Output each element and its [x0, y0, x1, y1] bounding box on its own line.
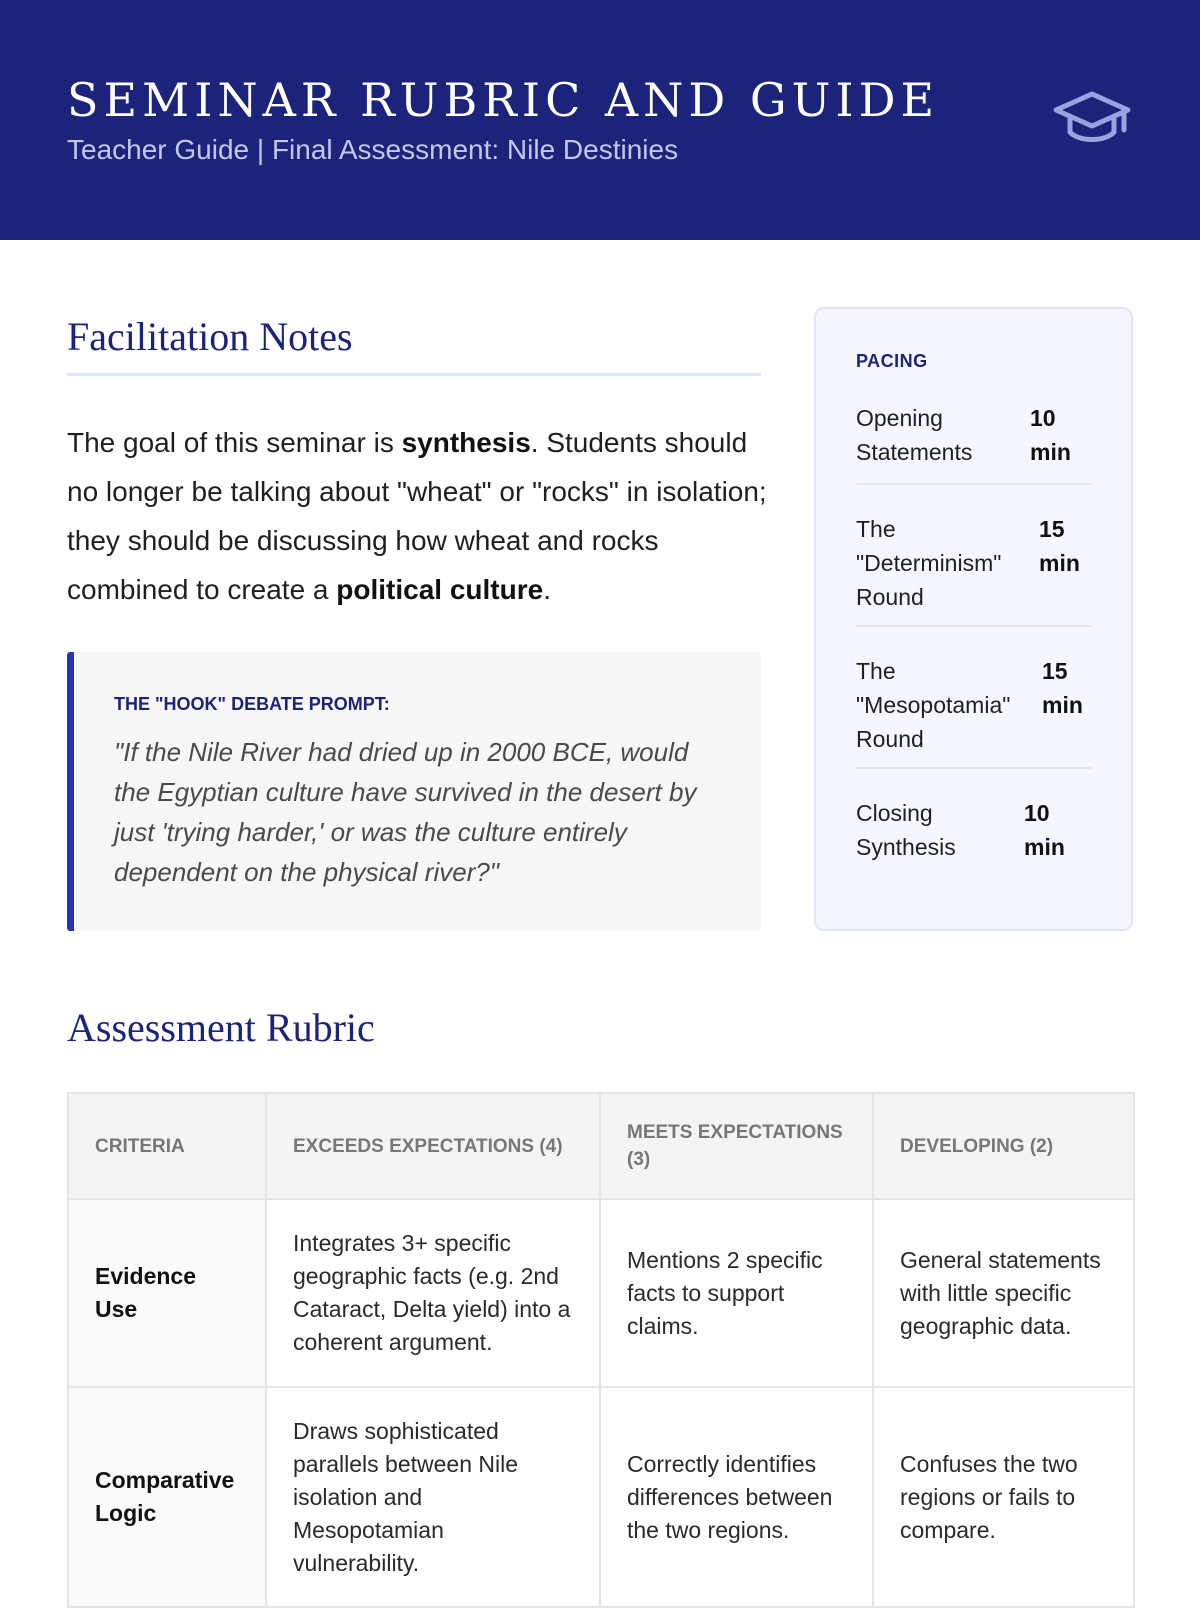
table-row: [68, 1199, 1134, 1387]
pacing-item-name: Closing Synthesis: [856, 800, 956, 860]
facilitation-notes-heading: Facilitation Notes: [67, 314, 353, 359]
pacing-panel: [814, 307, 1133, 931]
page-subtitle: Teacher Guide | Final Assessment: Nile Destinies: [67, 134, 679, 165]
hook-label: THE "HOOK" DEBATE PROMPT:: [114, 694, 390, 714]
heading-divider: [67, 373, 761, 376]
page-title: SEMINAR RUBRIC AND GUIDE: [67, 73, 940, 127]
meets-cell: Correctly identifies differences between the two regions.: [600, 1387, 873, 1607]
facilitation-intro: The goal of this seminar is synthesis. Students should no longer be talking about "wheat" or "rocks" in isolation; they should be discussing how wheat and rocks combined to create a political culture.: [67, 427, 767, 605]
pacing-item-name: Opening Statements: [856, 405, 973, 465]
hook-quote: "If the Nile River had dried up in 2000 BCE, would the Egyptian culture have survived in the desert by just 'trying harder,' or was the culture entirely dependent on the physical river?": [114, 737, 697, 887]
graduation-cap-icon: [1052, 88, 1132, 152]
exceeds-cell: Draws sophisticated parallels between Nile isolation and Mesopotamian vulnerability.: [266, 1387, 600, 1607]
pacing-item-duration: 10 min: [1030, 405, 1071, 465]
developing-cell: General statements with little specific geographic data.: [873, 1199, 1134, 1387]
column-header-exceeds: EXCEEDS EXPECTATIONS (4): [266, 1093, 600, 1199]
pacing-item-name: The "Determinism" Round: [856, 516, 1002, 610]
pacing-item-duration: 15 min: [1039, 516, 1080, 576]
criteria-cell: Evidence Use: [68, 1199, 266, 1387]
developing-cell: Confuses the two regions or fails to compare.: [873, 1387, 1134, 1607]
hook-debate-prompt: [67, 652, 761, 931]
column-header-developing: DEVELOPING (2): [873, 1093, 1134, 1199]
pacing-divider: [856, 767, 1092, 769]
meets-cell: Mentions 2 specific facts to support claims.: [600, 1199, 873, 1387]
column-header-criteria: CRITERIA: [68, 1093, 266, 1199]
pacing-divider: [856, 625, 1092, 627]
pacing-item-name: The "Mesopotamia" Round: [856, 658, 1011, 752]
table-header-row: [68, 1093, 1134, 1199]
pacing-item-duration: 15 min: [1042, 658, 1083, 718]
exceeds-cell: Integrates 3+ specific geographic facts (e.g. 2nd Cataract, Delta yield) into a coherent argument.: [266, 1199, 600, 1387]
pacing-label: PACING: [856, 351, 928, 371]
assessment-rubric-table: [67, 1092, 1135, 1608]
column-header-meets: MEETS EXPECTATIONS (3): [600, 1093, 873, 1199]
pacing-divider: [856, 483, 1092, 485]
assessment-rubric-heading: Assessment Rubric: [67, 1005, 375, 1050]
pacing-item-duration: 10 min: [1024, 800, 1065, 860]
criteria-cell: Comparative Logic: [68, 1387, 266, 1607]
page-header: [0, 0, 1200, 240]
table-row: [68, 1387, 1134, 1607]
